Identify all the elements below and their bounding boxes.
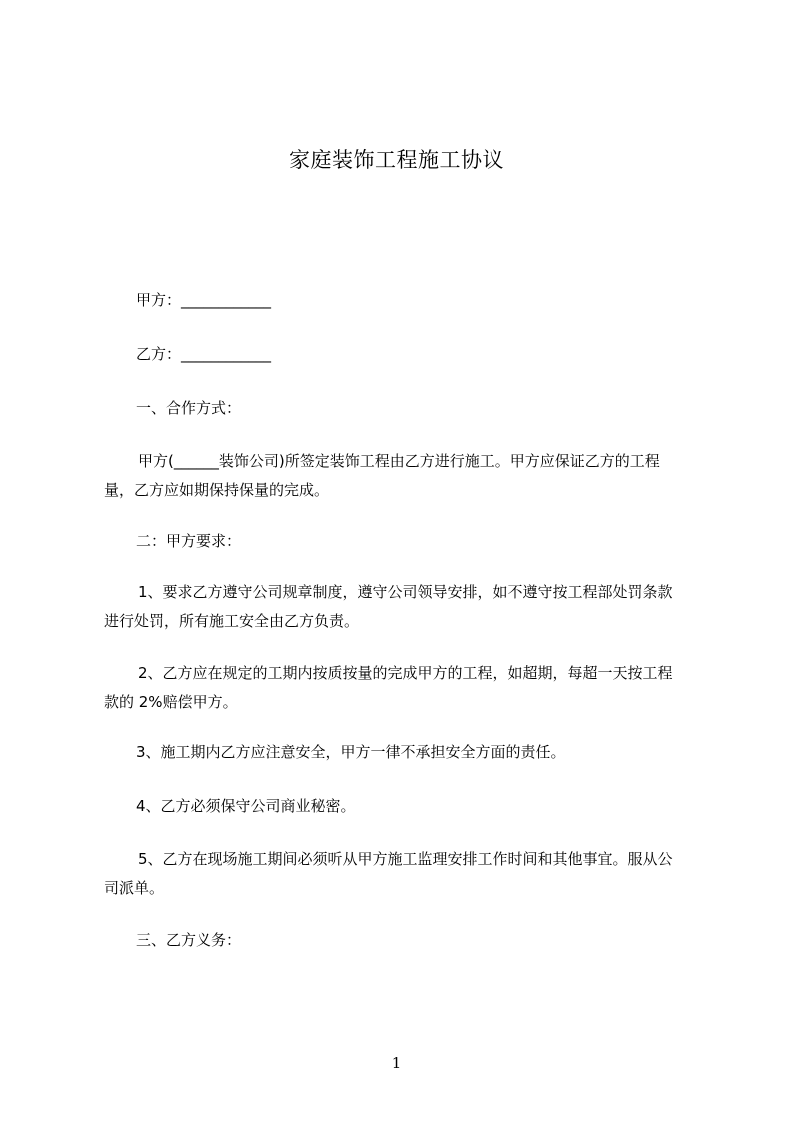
party-a-line: 甲方：____________ [136, 291, 272, 309]
requirement-item-1 [104, 578, 714, 636]
paragraph-line: 甲方(______装饰公司)所签定装饰工程由乙方进行施工。甲方应保证乙方的工程 [138, 452, 660, 470]
section-1-paragraph [104, 447, 714, 505]
party-b-line: 乙方：____________ [136, 345, 272, 363]
paragraph-line: 2、乙方应在规定的工期内按质按量的完成甲方的工程，如超期，每超一天按工程 [138, 664, 673, 682]
paragraph-line: 5、乙方在现场施工期间必须听从甲方施工监理安排工作时间和其他事宜。服从公 [138, 850, 673, 868]
paragraph-line: 1、要求乙方遵守公司规章制度，遵守公司领导安排，如不遵守按工程部处罚条款 [138, 583, 673, 601]
document-title: 家庭装饰工程施工协议 [289, 148, 504, 172]
section-1-heading: 一、合作方式： [136, 399, 242, 417]
section-2-heading: 二：甲方要求： [136, 532, 242, 550]
requirement-item-3: 3、施工期内乙方应注意安全，甲方一律不承担安全方面的责任。 [136, 743, 566, 761]
page-number: 1 [391, 1054, 402, 1072]
paragraph-line: 款的 2%赔偿甲方。 [104, 693, 238, 711]
paragraph-line: 量，乙方应如期保持保量的完成。 [104, 481, 330, 499]
paragraph-line: 司派单。 [104, 879, 165, 897]
requirement-item-2 [104, 659, 714, 717]
paragraph-line: 进行处罚，所有施工安全由乙方负责。 [104, 612, 360, 630]
section-3-heading: 三、乙方义务： [136, 931, 242, 949]
requirement-item-4: 4、乙方必须保守公司商业秘密。 [136, 797, 356, 815]
requirement-item-5 [104, 845, 714, 903]
